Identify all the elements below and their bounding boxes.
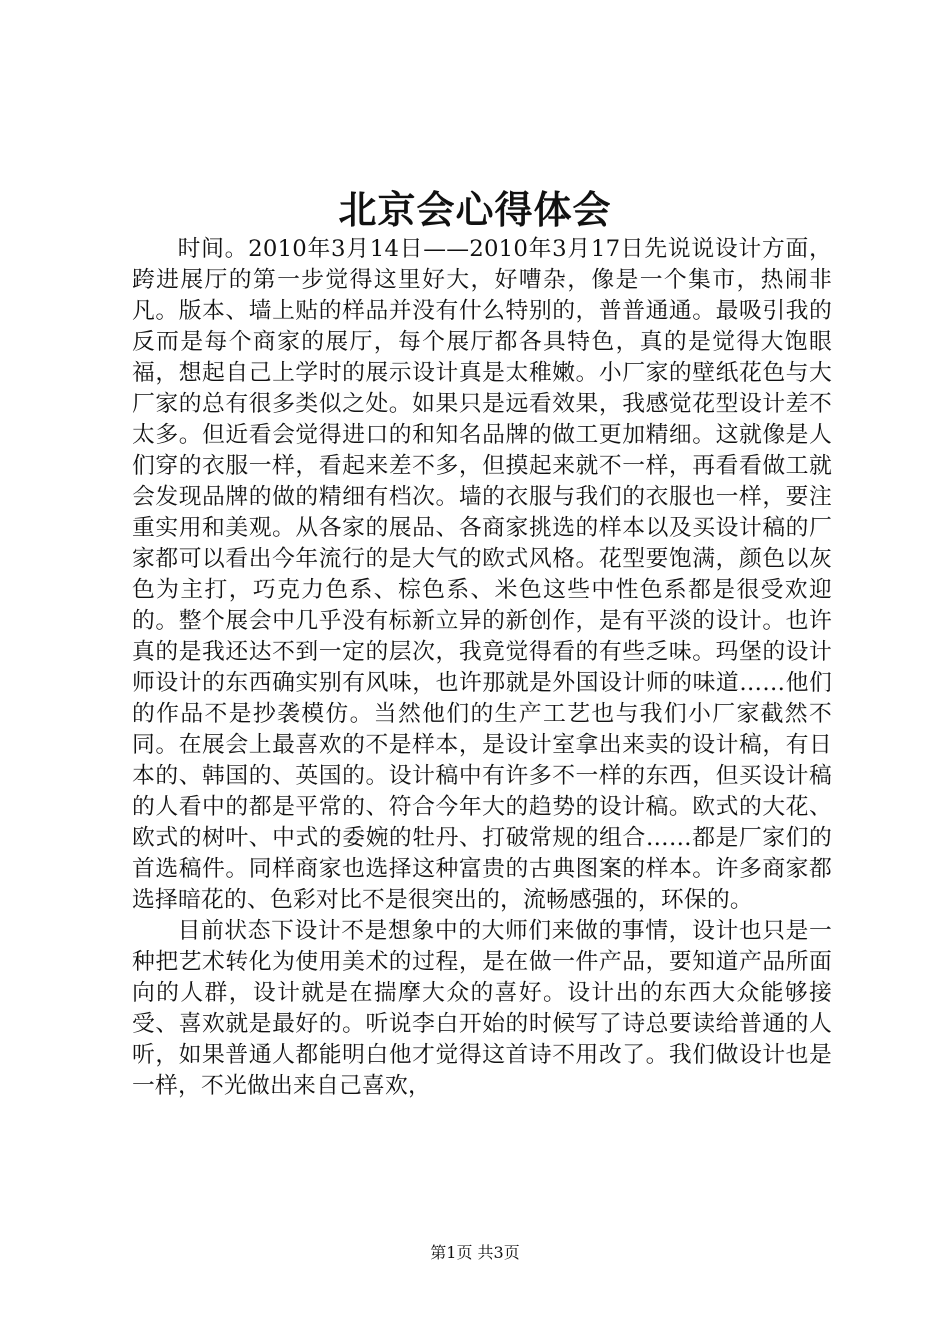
document-title: 北京会心得体会 [338,187,612,232]
paragraph-1: 时间。2010年3月14日——2010年3月17日先说说设计方面，跨进展厅的第一步觉得这里好大，好嘈杂，像是一个集市，热闹非凡。版本、墙上贴的样品并没有什么特别的，普普通通。最吸引我的反而是每个商家的展厅，每个展厅都各具特色，真的是觉得大饱眼福，想起自己上学时的展示设计真是太稚嫩。小厂家的壁纸花色与大厂家的总有很多类似之处。如果只是远看效果，我感觉花型设计差不太多。但近看会觉得进口的和知名品牌的做工更加精细。这就像是人们穿的衣服一样，看起来差不多，但摸起来就不一样，再看看做工就会发现品牌的做的精细有档次。墙的衣服与我们的衣服也一样，要注重实用和美观。从各家的展品、各商家挑选的样本以及买设计稿的厂家都可以看出今年流行的是大气的欧式风格。花型要饱满，颜色以灰色为主打，巧克力色系、棕色系、米色这些中性色系都是很受欢迎的。整个展会中几乎没有标新立异的新创作，是有平淡的设计。也许真的是我还达不到一定的层次，我竟觉得看的有些乏味。玛堡的设计师设计的东西确实别有风味，也许那就是外国设计师的味道……他们的作品不是抄袭模仿。当然他们的生产工艺也与我们小厂家截然不同。在展会上最喜欢的不是样本，是设计室拿出来卖的设计稿，有日本的、韩国的、英国的。设计稿中有许多不一样的东西，但买设计稿的人看中的都是平常的、符合今年大的趋势的设计稿。欧式的大花、欧式的树叶、中式的委婉的牡丹、打破常规的组合……都是厂家们的首选稿件。同样商家也选择这种富贵的古典图案的样本。许多商家都选择暗花的、色彩对比不是很突出的，流畅感强的，环保的。 [132,236,832,913]
page-footer: 第1页 共3页 [430,1243,520,1262]
paragraph-2: 目前状态下设计不是想象中的大师们来做的事情，设计也只是一种把艺术转化为使用美术的过程，是在做一件产品，要知道产品所面向的人群，设计就是在揣摩大众的喜好。设计出的东西大众能够接受、喜欢就是最好的。听说李白开始的时候写了诗总要读给普通的人听，如果普通人都能明白他才觉得这首诗不用改了。我们做设计也是一样，不光做出来自己喜欢， [132,918,832,1099]
document-body [132,234,832,1102]
